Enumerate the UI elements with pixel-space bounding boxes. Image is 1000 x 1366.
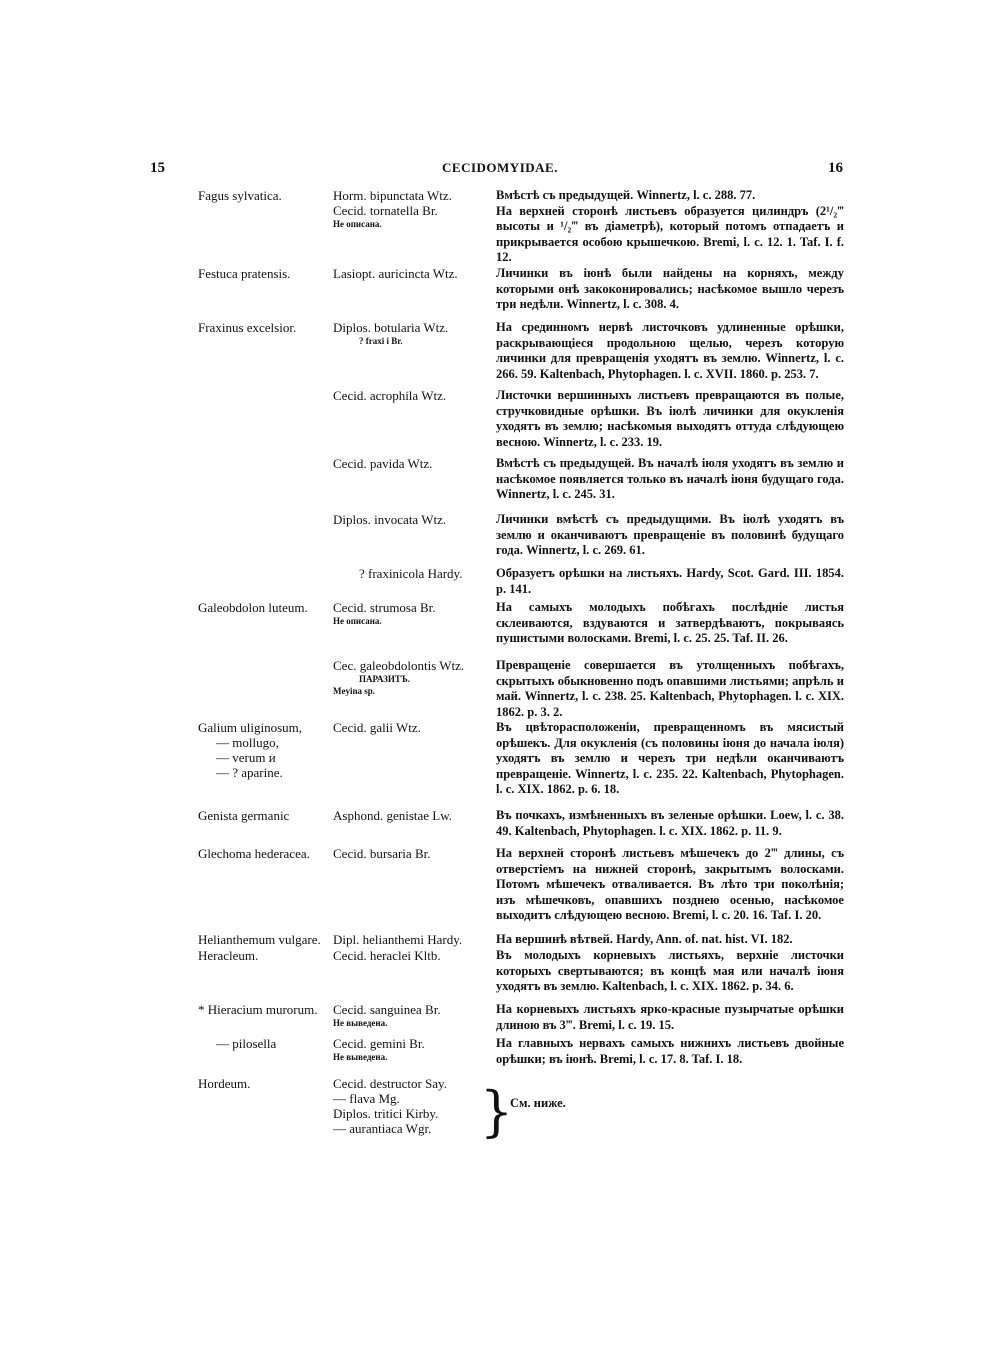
species-name: Asphond. genistae Lw. bbox=[333, 808, 453, 823]
host-plant-line: Glechoma hederacea. bbox=[198, 846, 310, 861]
host-plant bbox=[198, 1002, 333, 1017]
species-name: Cecid. destructor Say. bbox=[333, 1076, 447, 1091]
page-number-right: 16 bbox=[828, 160, 843, 176]
description bbox=[496, 266, 844, 313]
host-plant bbox=[198, 720, 333, 780]
host-plant bbox=[198, 948, 333, 963]
gall-midge-species bbox=[333, 720, 493, 735]
description-paragraph: Въ почкахъ, измѣненныхъ въ зеленые орѣшки. Loew, l. c. 38. 49. Kaltenbach, Phytophagen. l. c. XIX. 1862. p. 11. 9. bbox=[496, 808, 844, 838]
description-paragraph: Вмѣстѣ съ предыдущей. Въ началѣ іюля уходятъ въ землю и насѣкомое появляется только въ началѣ іюня будущаго года. Winnertz, l. c. 245. 31. bbox=[496, 456, 844, 502]
description-paragraph: На срединномъ нервѣ листочковъ удлиненные орѣшки, раскрывающіеся продольною щелью, черезъ которую личинки для превращенія уходятъ въ землю. Winnertz, l. c. 266. 59. Kaltenbach, Phytophagen. l. c. XVII. 1860. p. 253. 7. bbox=[496, 320, 844, 381]
brace-symbol: } bbox=[480, 1080, 514, 1144]
host-plant bbox=[198, 1076, 333, 1091]
species-name: Horm. bipunctata Wtz. bbox=[333, 188, 452, 203]
description bbox=[496, 388, 844, 450]
host-plant bbox=[198, 808, 333, 823]
host-plant-line: Fraxinus excelsior. bbox=[198, 320, 297, 335]
host-plant-line: * Hieracium murorum. bbox=[198, 1002, 318, 1017]
gall-midge-species bbox=[333, 566, 493, 581]
host-plant-line: — ? aparine. bbox=[216, 765, 283, 780]
description-paragraph: На главныхъ нервахъ самыхъ нижнихъ листьевъ двойные орѣшки; въ іюнѣ. Bremi, l. c. 17. 8. Taf. I. 18. bbox=[496, 1036, 844, 1066]
species-name: Cecid. gemini Br. bbox=[333, 1036, 425, 1051]
description bbox=[496, 456, 844, 503]
host-plant bbox=[198, 266, 333, 281]
description bbox=[496, 188, 844, 266]
gall-midge-species bbox=[333, 188, 493, 230]
gall-midge-species bbox=[333, 388, 493, 403]
gall-midge-species bbox=[333, 1076, 493, 1136]
gall-midge-species bbox=[333, 846, 493, 861]
species-name: Cecid. acrophila Wtz. bbox=[333, 388, 447, 403]
gall-midge-species bbox=[333, 948, 493, 963]
species-name: ? fraxinicola Hardy. bbox=[359, 566, 463, 581]
host-plant-line: — mollugo, bbox=[216, 735, 279, 750]
host-plant-line: Galeobdolon luteum. bbox=[198, 600, 308, 615]
gall-midge-species bbox=[333, 456, 493, 471]
species-name: Cecid. tornatella Br. bbox=[333, 203, 438, 218]
description bbox=[496, 512, 844, 559]
description bbox=[496, 658, 844, 720]
description bbox=[496, 808, 844, 839]
species-name: ПАРАЗИТЪ. bbox=[359, 674, 411, 684]
species-name: ? fraxi i Br. bbox=[359, 336, 403, 346]
species-name: Не выведена. bbox=[333, 1052, 388, 1062]
description bbox=[496, 566, 844, 597]
description-paragraph: Вмѣстѣ съ предыдущей. Winnertz, l. c. 288. 77. bbox=[496, 188, 756, 202]
species-name: Не описана. bbox=[333, 616, 382, 626]
species-name: Cecid. heraclei Kltb. bbox=[333, 948, 441, 963]
species-name: Diplos. tritici Kirby. bbox=[333, 1106, 439, 1121]
description-paragraph: Личинки въ іюнѣ были найдены на корняхъ, между которыми онѣ закоконировались; насѣкомое вышло черезъ три недѣли. Winnertz, l. c. 308. 4. bbox=[496, 266, 844, 312]
description-paragraph: Личинки вмѣстѣ съ предыдущими. Въ іюлѣ уходятъ въ землю и оканчиваютъ превращеніе въ половинѣ будущаго года. Winnertz, l. c. 269. 61. bbox=[496, 512, 844, 558]
species-name: Cec. galeobdolontis Wtz. bbox=[333, 658, 465, 673]
gall-midge-species bbox=[333, 320, 493, 347]
host-plant bbox=[198, 932, 333, 947]
species-name: — aurantiaca Wgr. bbox=[333, 1121, 432, 1136]
description bbox=[496, 846, 844, 924]
gall-midge-species bbox=[333, 1002, 493, 1029]
species-name: Cecid. bursaria Br. bbox=[333, 846, 431, 861]
description-paragraph: На корневыхъ листьяхъ ярко-красные пузырчатые орѣшки длиною въ 3‴. Bremi, l. c. 19. 15. bbox=[496, 1002, 844, 1032]
gall-midge-species bbox=[333, 512, 493, 527]
species-name: Cecid. sanguinea Br. bbox=[333, 1002, 441, 1017]
description-paragraph: Образуетъ орѣшки на листьяхъ. Hardy, Scot. Gard. III. 1854. p. 141. bbox=[496, 566, 844, 596]
description bbox=[496, 720, 844, 798]
host-plant bbox=[198, 846, 333, 861]
description-paragraph: Превращеніе совершается въ утолщенныхъ побѣгахъ, скрытыхъ обыкновенно подъ опавшими листьями; апрѣль и май. Winnertz, l. c. 238. 25. Kaltenbach, Phytophagen. l. c. XIX. 1862. p. 3. 2. bbox=[496, 658, 844, 719]
species-name: Diplos. botularia Wtz. bbox=[333, 320, 449, 335]
host-plant-line: Festuca pratensis. bbox=[198, 266, 291, 281]
species-name: — flava Mg. bbox=[333, 1091, 400, 1106]
page-number-left: 15 bbox=[150, 160, 165, 176]
host-plant bbox=[198, 320, 333, 335]
description-paragraph: На верхней сторонѣ листьевъ образуется цилиндръ (2¹/₂‴ высоты и ¹/₂‴ въ діаметрѣ), который потомъ отпадаетъ и прикрывается особою крышечкою. Bremi, l. c. 12. 1. Taf. I. f. 12. bbox=[496, 203, 844, 265]
host-plant-line: Hordeum. bbox=[198, 1076, 251, 1091]
host-plant bbox=[198, 600, 333, 615]
gall-midge-species bbox=[333, 1036, 493, 1063]
host-plant-line: Helianthemum vulgare. bbox=[198, 932, 321, 947]
host-plant-line: Fagus sylvatica. bbox=[198, 188, 282, 203]
running-title: CECIDOMYIDAE. bbox=[442, 160, 558, 175]
description-paragraph: На верхней сторонѣ листьевъ мѣшечекъ до 2‴ длины, съ отверстіемъ на нижней сторонѣ, закрытымъ волосками. Потомъ мѣшечекъ отваливается. Въ лѣто три поколѣнія; изъ мѣшечковъ, опавшихъ позднею осенью, насѣкомое выходитъ слѣдующею весною. Bremi, l. c. 20. 16. Taf. I. 20. bbox=[496, 846, 844, 923]
description-paragraph: Въ молодыхъ корневыхъ листьяхъ, верхніе листочки которыхъ свертываются; въ концѣ мая или началѣ іюня уходятъ въ землю. Kaltenbach, l. c. XIX. 1862. p. 34. 6. bbox=[496, 948, 844, 994]
species-name: Lasiopt. auricincta Wtz. bbox=[333, 266, 458, 281]
description-paragraph: Въ цвѣторасположеніи, превращенномъ въ мясистый орѣшекъ. Для окукленія (съ половины іюня до начала іюля) уходятъ въ землю и черезъ три недѣли оканчиваютъ превращеніе. Winnertz, l. c. 235. 22. Kaltenbach, Phytophagen. l. c. XIX. 1862. p. 6. 18. bbox=[496, 720, 844, 797]
gall-midge-species bbox=[333, 932, 493, 947]
description-paragraph: На самыхъ молодыхъ побѣгахъ послѣдніе листья склеиваются, вздуваются и затвердѣваютъ, покрываясь пушистыми волосками. Bremi, l. c. 25. 25. Taf. II. 26. bbox=[496, 600, 844, 646]
gall-midge-species bbox=[333, 658, 493, 697]
gall-midge-species bbox=[333, 808, 493, 823]
description bbox=[496, 320, 844, 382]
description-paragraph: Листочки вершинныхъ листьевъ превращаются въ полые, стручковидные орѣшки. Въ іюлѣ личинки для окукленія уходятъ въ землю; насѣкомыя выходятъ оттуда слѣдующею весною. Winnertz, l. c. 233. 19. bbox=[496, 388, 844, 449]
host-plant-line: Genista germanic bbox=[198, 808, 290, 823]
description bbox=[496, 1002, 844, 1033]
species-name: Cecid. pavida Wtz. bbox=[333, 456, 433, 471]
species-name: Diplos. invocata Wtz. bbox=[333, 512, 447, 527]
description bbox=[510, 1096, 858, 1112]
gall-midge-species bbox=[333, 266, 493, 281]
description-paragraph: См. ниже. bbox=[510, 1096, 566, 1110]
host-plant bbox=[198, 188, 333, 203]
species-name: Cecid. strumosa Br. bbox=[333, 600, 436, 615]
gall-midge-species bbox=[333, 600, 493, 627]
species-name: Meyina sp. bbox=[333, 686, 376, 696]
species-name: Не описана. bbox=[333, 219, 382, 229]
host-plant-line: Heracleum. bbox=[198, 948, 259, 963]
description bbox=[496, 948, 844, 995]
species-name: Dipl. helianthemi Hardy. bbox=[333, 932, 463, 947]
species-name: Cecid. galii Wtz. bbox=[333, 720, 421, 735]
host-plant bbox=[198, 1036, 333, 1051]
description bbox=[496, 932, 844, 948]
description bbox=[496, 1036, 844, 1067]
host-plant-line: — pilosella bbox=[216, 1036, 277, 1051]
host-plant-line: — verum и bbox=[216, 750, 276, 765]
species-name: Не выведена. bbox=[333, 1018, 388, 1028]
description-paragraph: На вершинѣ вѣтвей. Hardy, Ann. of. nat. hist. VI. 182. bbox=[496, 932, 793, 946]
host-plant-line: Galium uliginosum, bbox=[198, 720, 302, 735]
description bbox=[496, 600, 844, 647]
